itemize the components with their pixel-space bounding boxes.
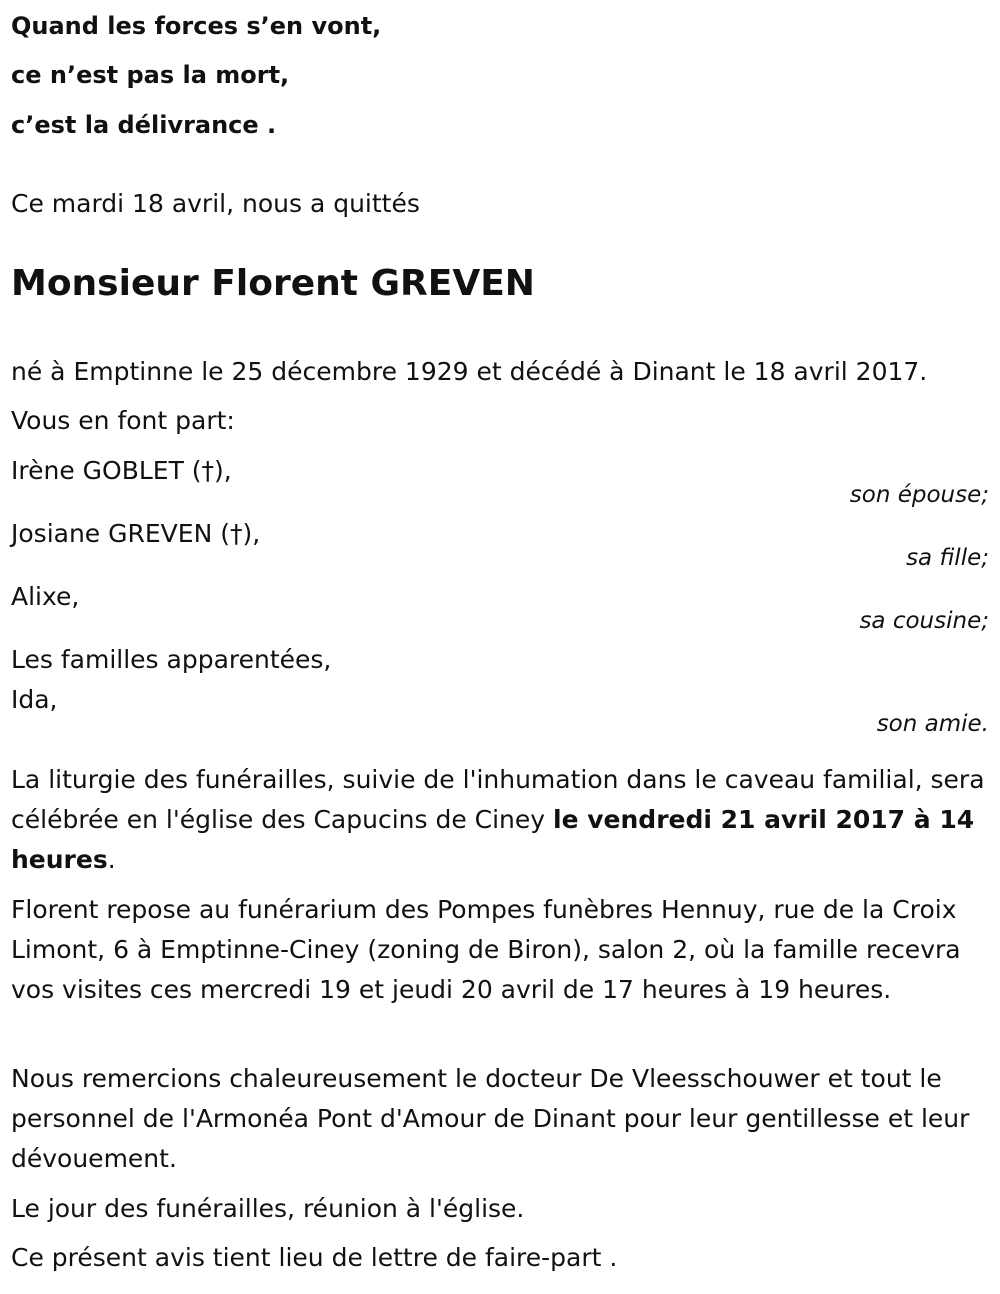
closing-text: Ce présent avis tient lieu de lettre de faire-part . [11,1243,618,1272]
funeral-date: le vendredi 21 avril 2017 à 14 heures [11,805,975,874]
poem-line-2: ce n’est pas la mort, [11,61,290,89]
family-member-relation: son amie. [876,711,989,737]
family-member-name: Alixe, [11,582,80,611]
funeral-text: La liturgie des funérailles, suivie de l'inhumation dans le caveau familial, sera célébrée en l'église des Capucins de Ciney [11,765,985,834]
thanks-paragraph: Nous remercions chaleureusement le docteur De Vleesschouwer et tout le personnel de l'Armonéa Pont d'Amour de Dinant pour leur gentillesse et leur dévouement. [11,1064,970,1173]
funeral-text-end: . [107,845,116,874]
announcement-text: Vous en font part: [11,406,235,435]
poem-line-3: c’est la délivrance . [11,111,277,139]
poem-line-1: Quand les forces s’en vont, [11,12,382,40]
funeral-paragraph [11,760,986,880]
birth-death-text: né à Emptinne le 25 décembre 1929 et décédé à Dinant le 18 avril 2017. [11,357,928,386]
family-member-name: Ida, [11,685,58,714]
family-member-relation: sa fille; [906,545,989,571]
family-member-relation: son épouse; [849,482,989,508]
family-member-name: Irène GOBLET (†), [11,456,232,485]
family-member-relation: sa cousine; [859,608,989,634]
visitation-paragraph: Florent repose au funérarium des Pompes funèbres Hennuy, rue de la Croix Limont, 6 à Emptinne-Ciney (zoning de Biron), salon 2, où la famille recevra vos visites ces mercredi 19 et jeudi 20 avril de 17 heures à 19 heures. [11,895,961,1004]
deceased-name: Monsieur Florent GREVEN [11,263,535,304]
family-member-name: Les familles apparentées, [11,645,332,674]
intro-text: Ce mardi 18 avril, nous a quittés [11,189,420,218]
gathering-text: Le jour des funérailles, réunion à l'église. [11,1194,525,1223]
family-member-name: Josiane GREVEN (†), [11,519,261,548]
